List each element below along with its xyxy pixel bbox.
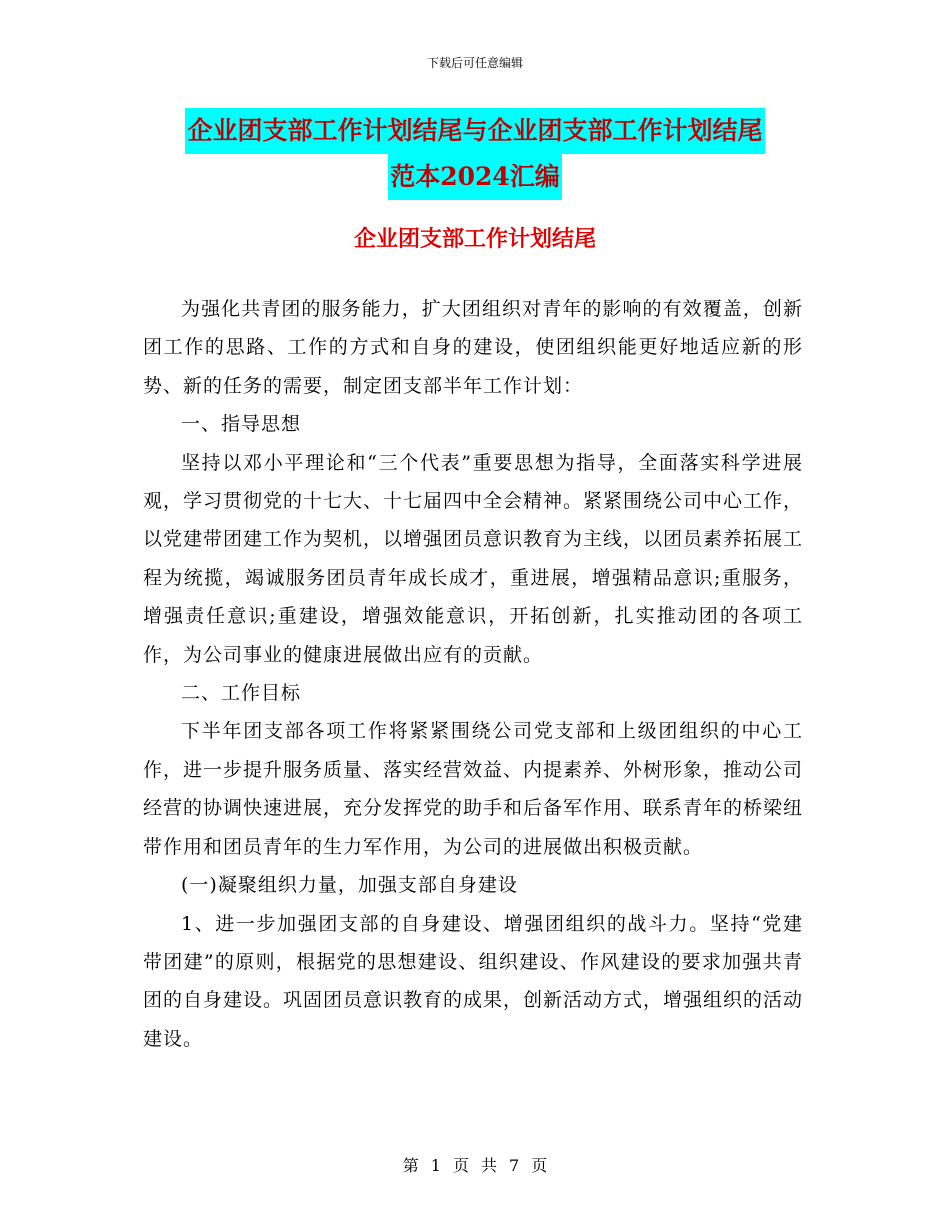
document-title xyxy=(140,108,810,200)
document-body xyxy=(143,290,803,1058)
title-line-1: 企业团支部工作计划结尾与企业团支部工作计划结尾 xyxy=(185,108,764,154)
paragraph-organization-1: 1、进一步加强团支部的自身建设、增强团组织的战斗力。坚持“党建带团建”的原则，根据党的思想建设、组织建设、作风建设的要求加强共青团的自身建设。巩固团员意识教育的成果，创新活动方式，增强组织的活动建设。 xyxy=(143,912,804,1050)
paragraph-guiding-ideology: 坚持以邓小平理论和“三个代表”重要思想为指导，全面落实科学进展观，学习贯彻党的十七大、十七届四中全会精神。紧紧围绕公司中心工作，以党建带团建工作为契机，以增强团员意识教育为主线，以团员素养拓展工程为统揽，竭诚服务团员青年成长成才，重进展，增强精品意识;重服务，增强责任意识;重建设，增强效能意识，开拓创新，扎实推动团的各项工作，为公司事业的健康进展做出应有的贡献。 xyxy=(143,451,804,666)
section-title: 企业团支部工作计划结尾 xyxy=(353,226,596,252)
page-header-note: 下载后可任意编辑 xyxy=(426,56,523,70)
heading-work-goals: 二、工作目标 xyxy=(181,682,302,705)
page-footer xyxy=(0,1153,950,1176)
subheading-organization: (一)凝聚组织力量，加强支部自身建设 xyxy=(181,874,518,897)
footer-total-pages: 7 xyxy=(509,1156,520,1175)
footer-middle: 页 xyxy=(452,1156,469,1175)
footer-suffix: 页 xyxy=(531,1156,548,1175)
paragraph-work-goals: 下半年团支部各项工作将紧紧围绕公司党支部和上级团组织的中心工作，进一步提升服务质量、落实经营效益、内提素养、外树形象，推动公司经营的协调快速进展，充分发挥党的助手和后备军作用、联系青年的桥梁纽带作用和团员青年的生力军作用，为公司的进展做出积极贡献。 xyxy=(143,720,804,858)
footer-prefix: 第 xyxy=(402,1156,419,1175)
title-line-2: 范本2024汇编 xyxy=(388,154,562,200)
footer-total-prefix: 共 xyxy=(481,1156,498,1175)
paragraph-intro: 为强化共青团的服务能力，扩大团组织对青年的影响的有效覆盖，创新团工作的思路、工作的方式和自身的建设，使团组织能更好地适应新的形势、新的任务的需要，制定团支部半年工作计划： xyxy=(143,298,803,397)
heading-guiding-ideology: 一、指导思想 xyxy=(181,413,302,436)
footer-page-number: 1 xyxy=(430,1156,441,1175)
